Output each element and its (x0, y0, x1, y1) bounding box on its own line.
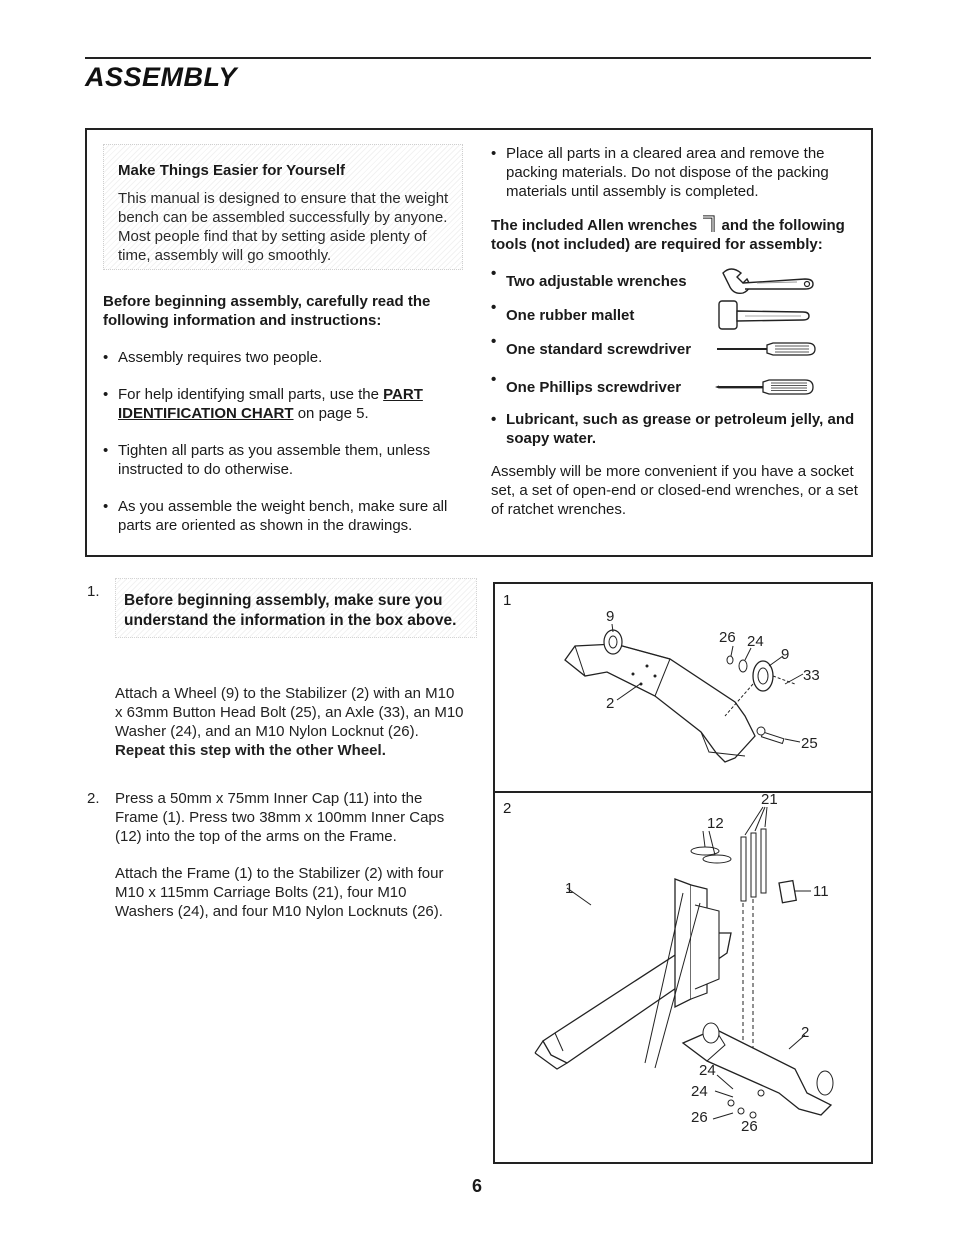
callout-label: 24 (747, 633, 764, 650)
step-2-number: 2. (87, 790, 100, 807)
step-1-note: Before beginning assembly, make sure you understand the information in the box above. (115, 578, 477, 638)
callout-label: 26 (719, 629, 736, 646)
callout-label: 26 (691, 1109, 708, 1126)
callout-label: 24 (699, 1062, 716, 1079)
info-left-column (103, 144, 463, 553)
callout-label: 12 (707, 815, 724, 832)
callout-label: 21 (761, 793, 778, 808)
callout-label: 2 (606, 695, 615, 712)
before-heading: Before beginning assembly, carefully read the following information and instructions: (103, 293, 431, 329)
callout-label: 33 (803, 667, 820, 684)
adjustable-wrench-icon (717, 267, 817, 295)
callout-label: 9 (781, 646, 790, 663)
standard-screwdriver-icon (715, 339, 819, 359)
figure-2-frame-diagram (495, 793, 871, 1160)
figure-2-label: 2 (503, 800, 512, 817)
tools-list (491, 264, 861, 448)
page-number: 6 (471, 1176, 482, 1196)
callout-label: 24 (691, 1083, 708, 1100)
tools-heading: The included Allen wrenches and the following tools (not included) are required for assembly: (491, 217, 845, 253)
step-1-number: 1. (87, 583, 100, 600)
callout-label: 26 (741, 1118, 758, 1135)
callout-label: 2 (801, 1024, 810, 1041)
step-2-text-2: Attach the Frame (1) to the Stabilizer (2) with four M10 x 115mm Carriage Bolts (21), four M10 Washers (24), and four M10 Nylon Locknuts (26). (115, 865, 444, 920)
step-2-text-1: Press a 50mm x 75mm Inner Cap (11) into the Frame (1). Press two 38mm x 100mm Inner Caps (12) into the top of the arms on the Frame. (115, 790, 445, 845)
convenient-note: Assembly will be more convenient if you have a socket set, a set of open-end or closed-end wrenches, or a set of ratchet wrenches. (491, 463, 858, 518)
list-item: • Two adjustable wrenches (491, 264, 861, 298)
tip-body: This manual is designed to ensure that the weight bench can be assembled successfully by anyone. Most people find that by setting aside plenty of time, assembly will go smoothly. (118, 190, 449, 264)
placement-list (491, 144, 861, 201)
list-item: • One rubber mallet (491, 298, 861, 332)
callout-label: 9 (606, 608, 615, 625)
info-right-column (491, 144, 861, 519)
instruction-list (103, 348, 463, 535)
callout-label: 25 (801, 735, 818, 752)
figure-box (493, 582, 873, 1164)
step-1-text: Attach a Wheel (9) to the Stabilizer (2) with an M10 x 63mm Button Head Bolt (25), an Axle (33), an M10 Washer (24), and an M10 Nylon Locknut (26). Repeat this step with the other Wheel. (115, 685, 464, 759)
list-item: • One Phillips screwdriver (491, 370, 861, 404)
info-box (85, 128, 873, 557)
figure-1-label: 1 (503, 592, 512, 609)
allen-wrench-icon (701, 215, 717, 233)
page-title: ASSEMBLY (85, 62, 238, 92)
tip-box (103, 144, 463, 270)
header-rule (85, 57, 871, 59)
part-chart-link[interactable]: PART IDENTIFICATION CHART (118, 386, 423, 422)
list-item: • As you assemble the weight bench, make sure all parts are oriented as shown in the drawings. (103, 497, 463, 535)
figure-1-stabilizer-diagram (495, 584, 871, 791)
list-item: • Place all parts in a cleared area and remove the packing materials. Do not dispose of the packing materials until assembly is completed. (491, 144, 861, 201)
callout-label: 1 (565, 880, 574, 897)
rubber-mallet-icon (715, 299, 815, 331)
phillips-screwdriver-icon (715, 377, 819, 397)
tip-title: Make Things Easier for Yourself (118, 162, 346, 179)
list-item: • Tighten all parts as you assemble them, unless instructed to do otherwise. (103, 441, 463, 479)
list-item: • One standard screwdriver (491, 332, 861, 366)
list-item: • Assembly requires two people. (103, 348, 463, 367)
list-item: • For help identifying small parts, use the PART IDENTIFICATION CHART on page 5. (103, 385, 463, 423)
list-item: • Lubricant, such as grease or petroleum jelly, and soapy water. (491, 410, 861, 448)
callout-label: 11 (813, 883, 829, 900)
